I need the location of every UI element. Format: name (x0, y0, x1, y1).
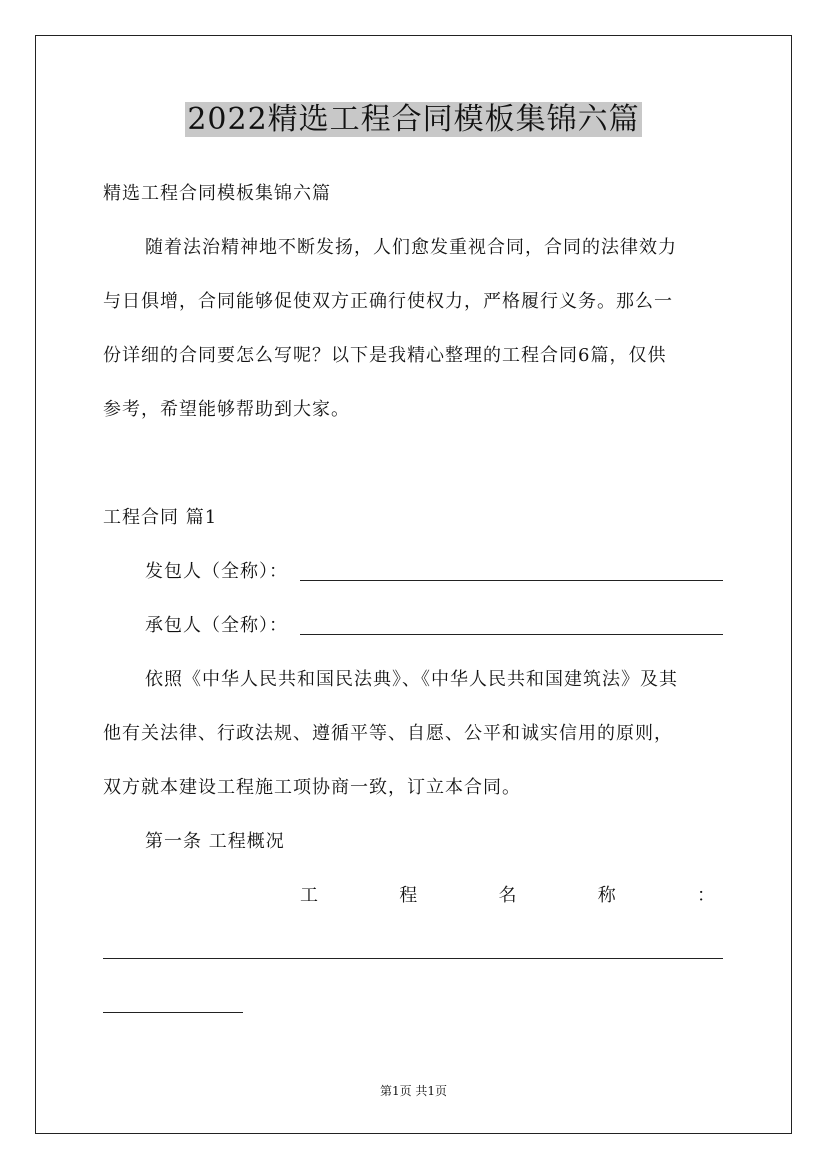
project-name-char-1: 工 (300, 885, 318, 906)
section-heading: 工程合同 篇1 (103, 507, 218, 528)
project-name-blank-1 (103, 958, 723, 959)
page-footer: 第1页 共1页 (379, 1084, 448, 1098)
basis-line-1: 依照《中华人民共和国民法典》、《中华人民共和国建筑法》及其 (145, 669, 678, 690)
project-name-char-4: 称 (597, 885, 616, 906)
project-name-label (300, 884, 715, 908)
intro-line-2: 与日俱增，合同能够促使双方正确行使权力，严格履行义务。那么一 (103, 291, 673, 312)
party-b-label: 承包人（全称）： (145, 615, 288, 636)
article-1-heading: 第一条 工程概况 (145, 831, 285, 852)
party-b-blank (300, 634, 723, 635)
basis-line-3: 双方就本建设工程施工项协商一致，订立本合同。 (103, 777, 521, 798)
intro-line-4: 参考，希望能够帮助到大家。 (103, 399, 350, 420)
intro-line-3: 份详细的合同要怎么写呢？以下是我精心整理的工程合同6篇，仅供 (103, 345, 667, 366)
basis-line-2: 他有关法律、行政法规、遵循平等、自愿、公平和诚实信用的原则， (103, 723, 673, 744)
project-name-char-2: 程 (399, 885, 418, 906)
intro-line-1: 随着法治精神地不断发扬，人们愈发重视合同，合同的法律效力 (145, 237, 677, 258)
party-a-label: 发包人（全称）： (145, 561, 288, 582)
party-a-blank (300, 580, 723, 581)
document-title: 2022精选工程合同模板集锦六篇 (187, 102, 640, 137)
subtitle: 精选工程合同模板集锦六篇 (103, 183, 331, 204)
project-name-char-5: ： (697, 885, 715, 906)
project-name-char-3: 名 (498, 885, 517, 906)
project-name-blank-2 (103, 1012, 243, 1013)
document-title-wrap (0, 100, 827, 140)
